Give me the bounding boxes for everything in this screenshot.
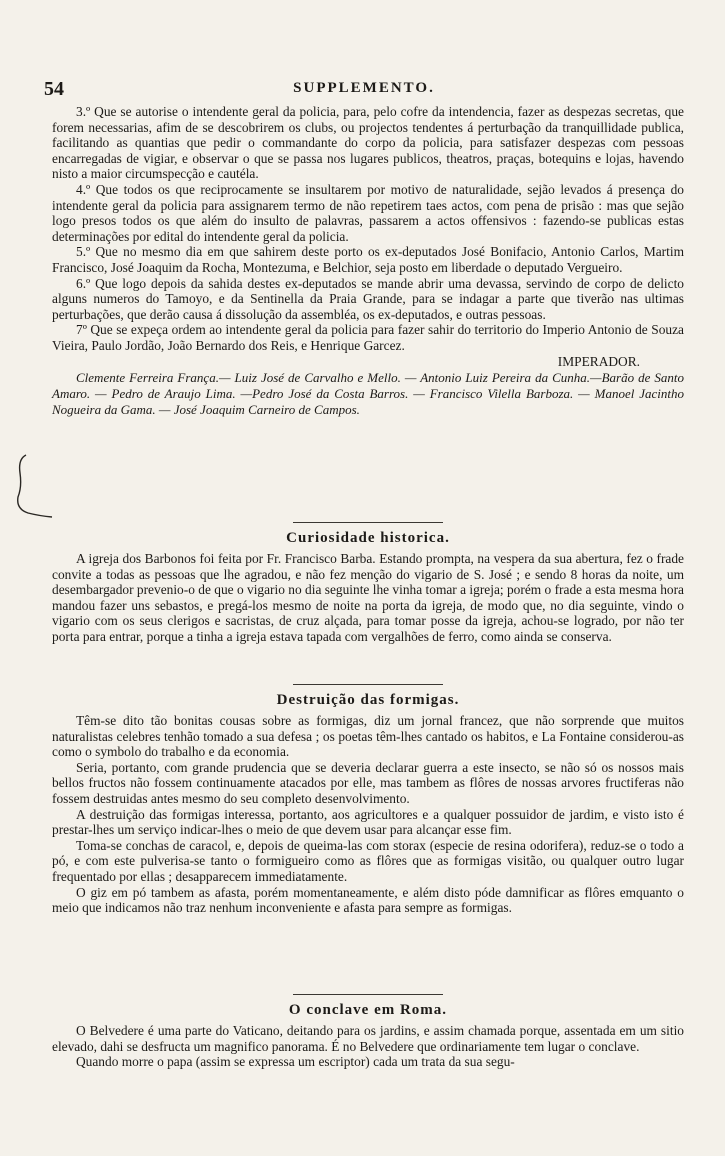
section-rule <box>293 522 443 523</box>
conclave-paragraph: Quando morre o papa (assim se expressa um escriptor) cada um trata da sua segu- <box>76 1054 515 1070</box>
formigas-paragraph: Seria, portanto, com grande prudencia que se deveria declarar guerra a este insecto, se não só os nossos mais bellos fructos não fossem continuamente atacados por elle, mas tambem as flôres de nossas arvores fructiferas não fossem destruidas antes mesmo do seu completo desenvolvimento. <box>52 759 684 806</box>
decree-paragraph: 7º Que se expeça ordem ao intendente geral da policia para fazer sahir do territorio do Imperio Antonio de Souza Vieira, Paulo Jordão, João Bernardo dos Reis, e Henrique Garcez. <box>52 322 684 353</box>
decree-paragraph: 3.º Que se autorise o intendente geral da policia, para, pelo cofre da intendencia, fazer as despezas secretas, que forem necessarias, afim de se descobrirem os clubs, ou projectos tendentes á perturbação da tranquillidade publica, facilitando as quantias que pedir o commandante do corpo da policia, para satisfazer despezas com pessoas encarregadas de vigiar, e observar o que se passa nos lugares publicos, theatros, praças, botequins e lojas, havendo nisto a maior circumspecção e cautéla. <box>52 104 684 182</box>
decree-paragraph: 4.º Que todos os que reciprocamente se insultarem por motivo de naturalidade, sejão levados á presença do intendente geral da policia para assignarem termo de não repetirem taes actos, com pena de prisão : mas que sejão logo presos todos os que além do insulto de palavras, passarem a actos offensivos : fazendo-se publicas estas determinações por edital do intendente geral da policia. <box>52 181 684 244</box>
conclave-title: O conclave em Roma. <box>288 1002 448 1018</box>
running-title: SUPPLEMENTO. <box>293 80 435 96</box>
decree-paragraph: 5.º Que no mesmo dia em que sahirem deste porto os ex-deputados José Bonifacio, Antonio Carlos, Martim Francisco, José Joaquim da Rocha, Montezuma, e Belchior, seja posto em liberdade o deputado Vergueiro. <box>52 244 684 275</box>
formigas-section <box>52 684 684 916</box>
decree-paragraph: 6.º Que logo depois da sahida destes ex-deputados se mande abrir uma devassa, servindo de corpo de delicto alguns numeros do Tamoyo, e da Sentinella da Praia Grande, para se indagar a parte que tiverão nas ultimas perturbações, que derão causa á dissolução da assembléa, os ex-deputados, e outras pessoas. <box>52 275 684 322</box>
curiosidade-title: Curiosidade historica. <box>286 530 450 546</box>
formigas-paragraph: O giz em pó tambem as afasta, porém momentaneamente, e além disto póde damnificar as flôres emquanto o meio que indicamos não traz nenhum inconveniente e afasta para sempre as formigas. <box>52 884 684 916</box>
margin-bracket-mark <box>14 453 54 519</box>
formigas-paragraph: Têm-se dito tão bonitas cousas sobre as formigas, diz um jornal francez, que não sorprende que muitos naturalistas celebres tenhão tomado a sua defesa ; os poetas têm-lhes cantado os habitos, e La Fontaine considerou-as como o symbolo do trabalho e da economia. <box>52 713 684 760</box>
formigas-paragraph: Toma-se conchas de caracol, e, depois de queima-las com storax (especie de resina odorifera), reduz-se o todo a pó, e com este pulverisa-se tanto o formigueiro como as flôres que as formigas visitão, ou qualquer outro lugar frequentado por ellas ; desapparecem immediatamente. <box>52 837 684 884</box>
formigas-paragraph: A destruição das formigas interessa, portanto, aos agricultores e a qualquer possuidor de jardim, e visto isto é prestar-lhes um serviço indicar-lhes o meio de que devem usar para alcançar esse fim. <box>52 806 684 838</box>
page-number: 54 <box>44 78 64 100</box>
section-rule <box>293 684 443 685</box>
curiosidade-section <box>52 522 684 645</box>
imperador-signature: IMPERADOR. <box>557 353 640 369</box>
page-header <box>44 78 684 102</box>
formigas-title: Destruição das formigas. <box>276 692 460 708</box>
decree-section <box>52 104 684 418</box>
ministers-signatures: Clemente Ferreira França.— Luiz José de Carvalho e Mello. — Antonio Luiz Pereira da Cunha.—Barão de Santo Amaro. — Pedro de Araujo Lima. —Pedro José da Costa Barros. — Francisco Vilella Barboza. — Manoel Jacintho Nogueira da Gama. — José Joaquim Carneiro de Campos. <box>52 369 684 417</box>
curiosidade-paragraph: A igreja dos Barbonos foi feita por Fr. Francisco Barba. Estando prompta, na vespera da sua abertura, fez o frade convite a todas as pessoas que lhe agradou, e não fez menção do vigario de S. José ; e sendo 8 horas da noite, um desembargador prevenio-o de que o vigario no dia seguinte lhe vinha tomar a igreja; porém o frade a esta mesma hora mandou fazer uns sebastos, e pregá-los mesmo de noite na porta da igreja, de modo que, no dia seguinte, vindo o vigario com os seus clerigos e sacristas, de cruz alçada, para tomar posse da igreja, achou-se logrado, por não ter porta para entrar, porque a tinha a igreja estava tapada com vergalhões de ferro, como ainda se conserva. <box>52 551 684 644</box>
conclave-section <box>52 994 684 1070</box>
conclave-paragraph: O Belvedere é uma parte do Vaticano, deitando para os jardins, e assim chamada porque, assentada em um sitio elevado, dahi se desfructa um magnifico panorama. É no Belvedere que ordinariamente tem lugar o conclave. <box>52 1023 684 1054</box>
section-rule <box>293 994 443 995</box>
